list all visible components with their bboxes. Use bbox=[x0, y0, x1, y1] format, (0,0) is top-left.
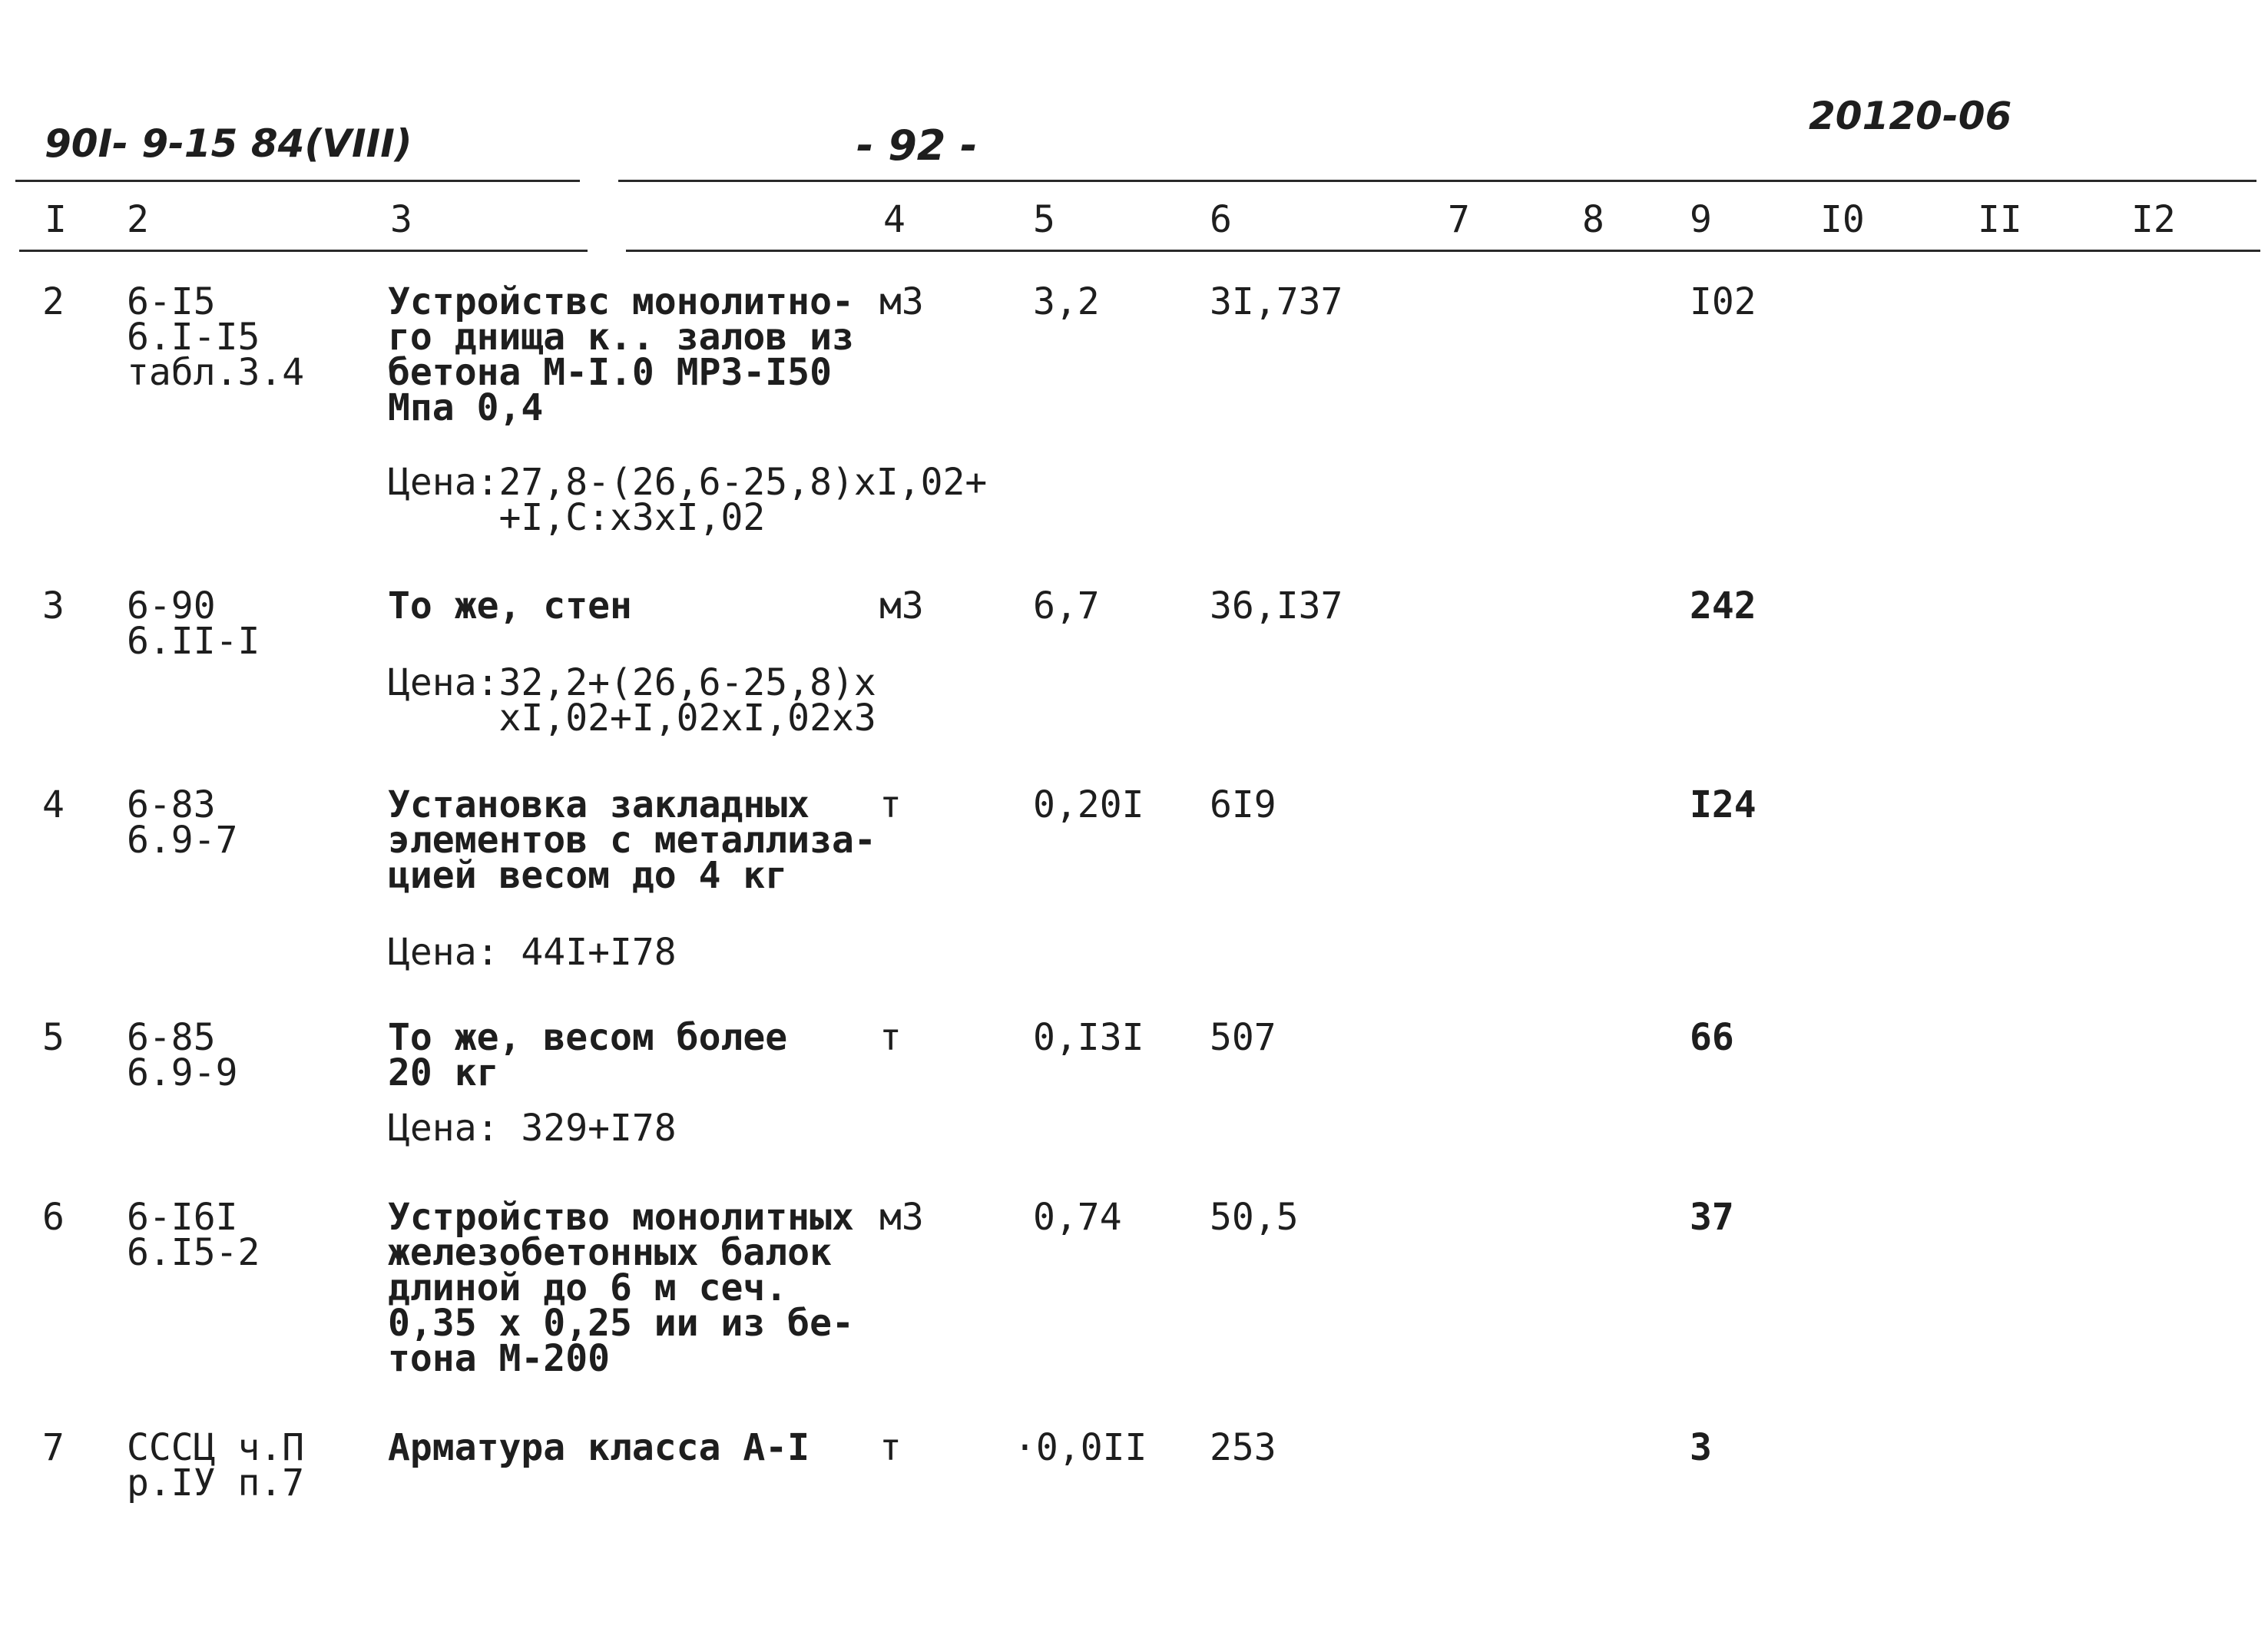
column-header: I bbox=[45, 198, 67, 241]
column-header: 9 bbox=[1690, 198, 1712, 241]
row-price-formula: Цена: 44I+I78 bbox=[388, 931, 677, 974]
row-unit: т bbox=[879, 783, 902, 826]
header-rule-left bbox=[15, 180, 580, 182]
row-total: 66 bbox=[1690, 1016, 1734, 1059]
row-total: 37 bbox=[1690, 1196, 1734, 1239]
document-code: 90I- 9-15 84(VIII) bbox=[45, 121, 412, 166]
row-total: 3 bbox=[1690, 1426, 1712, 1469]
row-quantity: 0,20I bbox=[1033, 783, 1144, 826]
page-number: - 92 - bbox=[856, 121, 978, 170]
row-unit-cost: 507 bbox=[1210, 1016, 1276, 1059]
column-header: 2 bbox=[127, 198, 149, 241]
column-header: I2 bbox=[2131, 198, 2176, 241]
column-header: 7 bbox=[1448, 198, 1470, 241]
row-code: 6-85 6.9-9 bbox=[127, 1016, 238, 1094]
row-number: 3 bbox=[42, 584, 65, 627]
row-code: 6-83 6.9-7 bbox=[127, 783, 238, 862]
row-description: Установка закладных элементов с металлиза- цией весом до 4 кг bbox=[388, 783, 876, 897]
row-code: 6-I6I 6.I5-2 bbox=[127, 1196, 260, 1274]
row-quantity: 0,I3I bbox=[1033, 1016, 1144, 1059]
row-quantity: 0,74 bbox=[1033, 1196, 1122, 1239]
column-header: 6 bbox=[1210, 198, 1232, 241]
row-code: 6-90 6.II-I bbox=[127, 584, 260, 663]
row-description: Устройствс монолитно- го днища к.. залов из бетона М-I.0 МРЗ-I50 Мпа 0,4 bbox=[388, 280, 854, 429]
row-description: То же, весом более 20 кг bbox=[388, 1016, 788, 1094]
header-rule-right bbox=[618, 180, 2256, 182]
row-total: 242 bbox=[1690, 584, 1756, 627]
row-description: То же, стен bbox=[388, 584, 632, 627]
row-unit: м3 bbox=[879, 1196, 924, 1239]
row-unit-cost: 253 bbox=[1210, 1426, 1276, 1469]
column-header: 3 bbox=[390, 198, 412, 241]
archive-number: 20120-06 bbox=[1809, 94, 2012, 138]
row-unit: м3 bbox=[879, 584, 924, 627]
row-price-formula: Цена:27,8-(26,6-25,8)хI,02+ +I,C:х3хI,02 bbox=[388, 461, 988, 539]
row-quantity: ·0,0II bbox=[1014, 1426, 1147, 1469]
column-header: 8 bbox=[1582, 198, 1604, 241]
column-header-rule-right bbox=[626, 250, 2260, 252]
row-number: 2 bbox=[42, 280, 65, 323]
row-unit-cost: 3I,737 bbox=[1210, 280, 1343, 323]
column-header: I0 bbox=[1820, 198, 1865, 241]
row-price-formula: Цена: 329+I78 bbox=[388, 1107, 677, 1150]
row-number: 6 bbox=[42, 1196, 65, 1239]
column-header: 4 bbox=[883, 198, 906, 241]
row-quantity: 3,2 bbox=[1033, 280, 1100, 323]
row-number: 4 bbox=[42, 783, 65, 826]
row-unit-cost: 50,5 bbox=[1210, 1196, 1299, 1239]
row-total: I24 bbox=[1690, 783, 1756, 826]
column-header-rule-left bbox=[19, 250, 588, 252]
column-header: 5 bbox=[1033, 198, 1055, 241]
row-number: 7 bbox=[42, 1426, 65, 1469]
row-number: 5 bbox=[42, 1016, 65, 1059]
row-description: Устройство монолитных железобетонных балок длиной до 6 м сеч. 0,35 х 0,25 ии из бе- тона М-200 bbox=[388, 1196, 854, 1380]
row-unit: т bbox=[879, 1016, 902, 1059]
row-unit: м3 bbox=[879, 280, 924, 323]
row-unit-cost: 6I9 bbox=[1210, 783, 1276, 826]
row-unit: т bbox=[879, 1426, 902, 1469]
row-code: 6-I5 6.I-I5 табл.3.4 bbox=[127, 280, 305, 394]
row-total: I02 bbox=[1690, 280, 1756, 323]
row-quantity: 6,7 bbox=[1033, 584, 1100, 627]
row-description: Арматура класса А-I bbox=[388, 1426, 810, 1469]
row-price-formula: Цена:32,2+(26,6-25,8)х хI,02+I,02хI,02х3 bbox=[388, 661, 876, 740]
row-unit-cost: 36,I37 bbox=[1210, 584, 1343, 627]
row-code: СССЦ ч.П р.IУ п.7 bbox=[127, 1426, 305, 1505]
column-header: II bbox=[1978, 198, 2022, 241]
